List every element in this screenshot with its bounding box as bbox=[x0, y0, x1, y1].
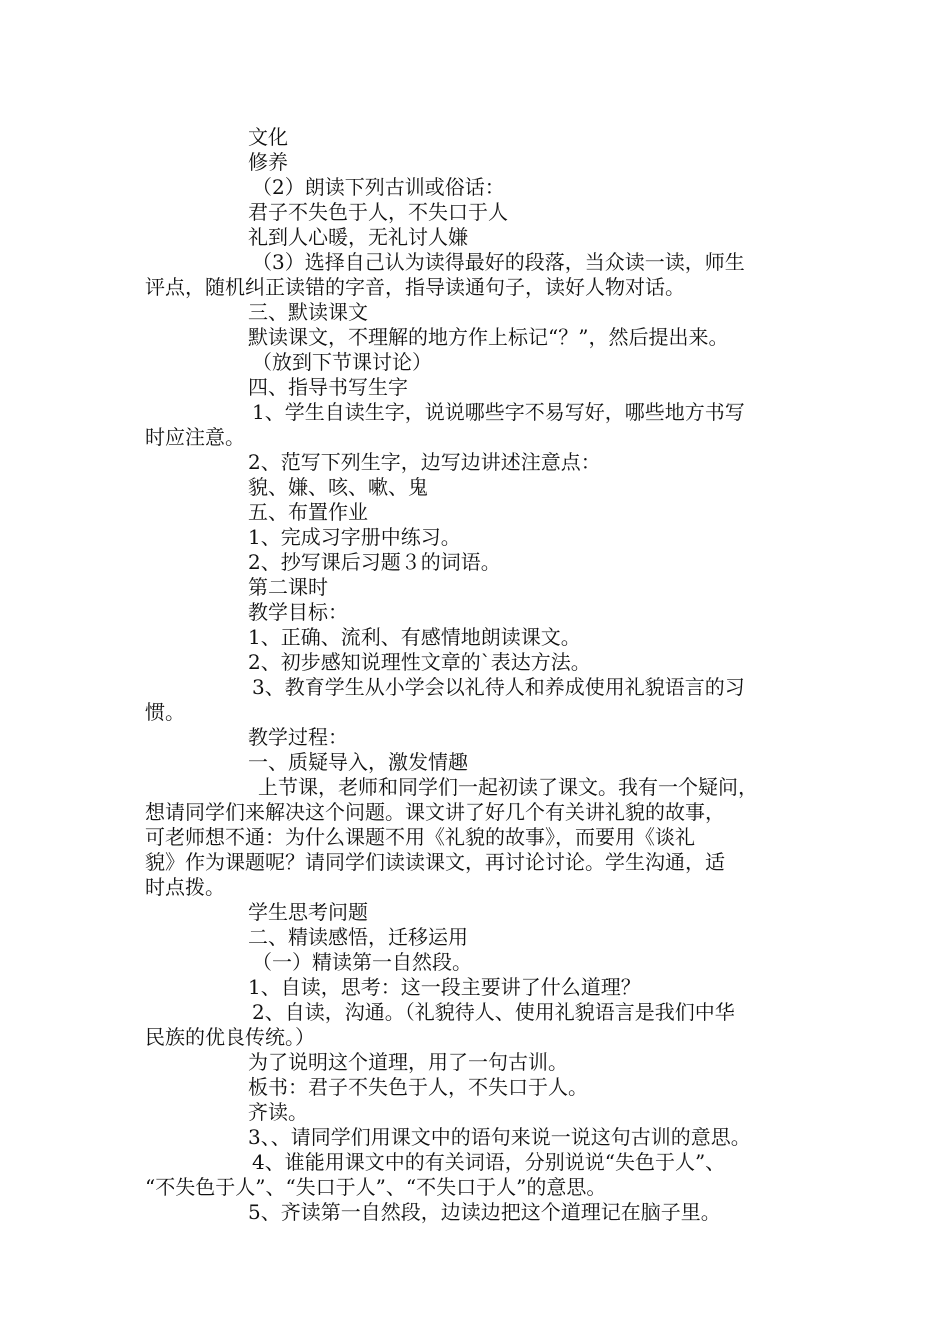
text-line: （放到下节课讨论） bbox=[252, 350, 432, 374]
section-heading: 一、质疑导入，激发情趣 bbox=[248, 750, 468, 774]
text-line: 板书：君子不失色于人，不失口于人。 bbox=[248, 1075, 588, 1099]
text-line: 1、完成习字册中练习。 bbox=[248, 525, 461, 549]
text-line: “不失色于人”、“失口于人”、“不失口于人”的意思。 bbox=[145, 1175, 607, 1199]
text-line: 3、、请同学们用课文中的语句来说一说这句古训的意思。 bbox=[248, 1125, 751, 1149]
text-line: 可老师想不通：为什么课题不用《礼貌的故事》，而要用《谈礼 bbox=[145, 825, 695, 849]
text-line: 貌、嫌、咳、嗽、鬼 bbox=[248, 475, 428, 499]
text-line: 5、齐读第一自然段，边读边把这个道理记在脑子里。 bbox=[248, 1200, 721, 1224]
text-line: 1、正确、流利、有感情地朗读课文。 bbox=[248, 625, 581, 649]
text-line: 2、初步感知说理性文章的`表达方法。 bbox=[248, 650, 591, 674]
text-line: 上节课，老师和同学们一起初读了课文。我有一个疑问， bbox=[258, 775, 758, 799]
text-line: （一）精读第一自然段。 bbox=[252, 950, 472, 974]
text-line: 2、自读，沟通。（礼貌待人、使用礼貌语言是我们中华 bbox=[252, 1000, 735, 1024]
section-heading: 四、指导书写生字 bbox=[248, 375, 408, 399]
text-line: 惯。 bbox=[145, 700, 185, 724]
text-line: 3、教育学生从小学会以礼待人和养成使用礼貌语言的习 bbox=[252, 675, 745, 699]
text-line: 学生思考问题 bbox=[248, 900, 368, 924]
text-line: 教学目标： bbox=[248, 600, 348, 624]
section-heading: 三、默读课文 bbox=[248, 300, 368, 324]
text-line: （2）朗读下列古训或俗话： bbox=[252, 175, 505, 199]
section-heading: 五、布置作业 bbox=[248, 500, 368, 524]
text-line: 为了说明这个道理，用了一句古训。 bbox=[248, 1050, 568, 1074]
text-line: 修养 bbox=[248, 150, 288, 174]
text-line: 礼到人心暖，无礼讨人嫌 bbox=[248, 225, 468, 249]
text-line: （3）选择自己认为读得最好的段落，当众读一读，师生 bbox=[252, 250, 745, 274]
text-line: 4、谁能用课文中的有关词语，分别说说“失色于人”、 bbox=[252, 1150, 726, 1174]
text-line: 评点，随机纠正读错的字音，指导读通句子，读好人物对话。 bbox=[145, 275, 685, 299]
text-line: 想请同学们来解决这个问题。课文讲了好几个有关讲礼貌的故事， bbox=[145, 800, 725, 824]
text-line: 文化 bbox=[248, 125, 288, 149]
text-line: 时应注意。 bbox=[145, 425, 245, 449]
text-line: 1、学生自读生字，说说哪些字不易写好，哪些地方书写 bbox=[252, 400, 745, 424]
text-line: 民族的优良传统。） bbox=[145, 1025, 315, 1049]
text-line: 貌》作为课题呢？请同学们读读课文，再讨论讨论。学生沟通，适 bbox=[145, 850, 725, 874]
section-heading: 第二课时 bbox=[248, 575, 328, 599]
text-line: 2、抄写课后习题３的词语。 bbox=[248, 550, 501, 574]
text-line: 1、自读，思考：这一段主要讲了什么道理？ bbox=[248, 975, 641, 999]
text-line: 2、范写下列生字，边写边讲述注意点： bbox=[248, 450, 601, 474]
text-line: 默读课文，不理解的地方作上标记“？”，然后提出来。 bbox=[248, 325, 729, 349]
text-line: 齐读。 bbox=[248, 1100, 308, 1124]
text-line: 君子不失色于人，不失口于人 bbox=[248, 200, 508, 224]
section-heading: 二、精读感悟，迁移运用 bbox=[248, 925, 468, 949]
text-line: 时点拨。 bbox=[145, 875, 225, 899]
text-line: 教学过程： bbox=[248, 725, 348, 749]
